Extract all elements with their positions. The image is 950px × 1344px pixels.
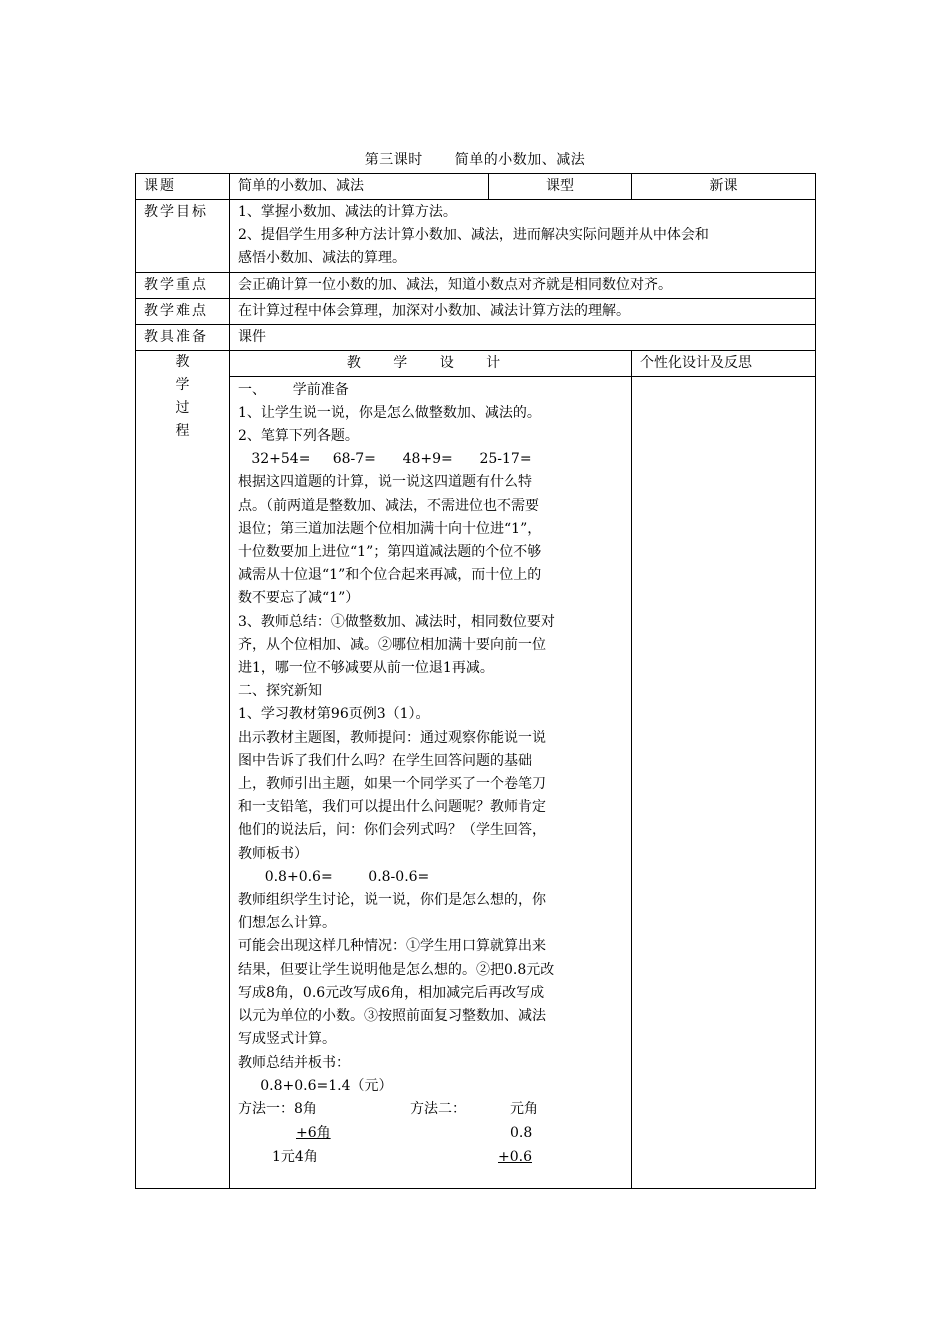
process-line: 减需从十位退“1”和个位合起来再减，而十位上的 xyxy=(238,567,542,584)
process-line: 32+54= 68-7= 48+9= 25-17= xyxy=(238,451,532,468)
method-one-result: 1元4角 xyxy=(272,1148,318,1165)
lesson-type-label: 课型 xyxy=(489,174,632,200)
topic-row xyxy=(136,174,816,200)
lesson-plan-table xyxy=(135,173,816,1189)
process-line: 他们的说法后，问：你们会列式吗？（学生回答， xyxy=(238,822,546,839)
method-one-addend: +6角 xyxy=(296,1124,331,1141)
process-line: 数不要忘了减“1”） xyxy=(238,590,360,607)
process-line: 教师组织学生讨论，说一说，你们是怎么想的，你 xyxy=(238,892,546,909)
tools-value: 课件 xyxy=(230,324,816,350)
process-line: 1、让学生说一说，你是怎么做整数加、减法的。 xyxy=(238,404,541,421)
reflection-content xyxy=(632,376,816,1188)
page-title xyxy=(0,149,950,169)
key-row xyxy=(136,272,816,298)
process-line: 齐，从个位相加、减。②哪位相加满十要向前一位 xyxy=(238,636,546,653)
process-body-row xyxy=(136,376,816,1188)
process-line: 0.8+0.6=1.4（元） xyxy=(238,1077,393,1094)
process-header-row xyxy=(136,350,816,376)
goals-row xyxy=(136,200,816,273)
goal-line: 1、掌握小数加、减法的计算方法。 xyxy=(238,204,457,220)
process-line: 教师总结并板书： xyxy=(238,1054,350,1071)
process-line: 一、 学前准备 xyxy=(238,381,349,398)
process-line: 写成8角，0.6元改写成6角，相加减完后再改写成 xyxy=(238,984,545,1001)
process-line: 1、学习教材第96页例3（1）。 xyxy=(238,706,430,723)
process-line: 3、教师总结：①做整数加、减法时，相同数位要对 xyxy=(238,613,555,630)
process-line: 以元为单位的小数。③按照前面复习整数加、减法 xyxy=(238,1008,546,1025)
lesson-type-value: 新课 xyxy=(632,174,816,200)
process-line: 点。（前两道是整数加、减法，不需进位也不需要 xyxy=(238,497,539,514)
process-line: 可能会出现这样几种情况：①学生用口算就算出来 xyxy=(238,938,546,955)
design-content xyxy=(230,376,632,1188)
process-line: 结果，但要让学生说明他是怎么想的。②把0.8元改 xyxy=(238,961,555,978)
goal-line: 2、提倡学生用多种方法计算小数加、减法，进而解决实际问题并从中体会和 xyxy=(238,227,709,244)
key-value: 会正确计算一位小数的加、减法，知道小数点对齐就是相同数位对齐。 xyxy=(230,272,816,298)
process-line: 和一支铅笔，我们可以提出什么问题呢？教师肯定 xyxy=(238,799,546,816)
process-char: 学 xyxy=(175,376,190,393)
goals-content xyxy=(230,200,816,273)
lesson-title: 简单的小数加、减法 xyxy=(454,152,586,168)
goals-label: 教学目标 xyxy=(136,200,230,273)
topic-value: 简单的小数加、减法 xyxy=(230,174,489,200)
process-line: 出示教材主题图，教师提问：通过观察你能说一说 xyxy=(238,729,546,746)
process-line: 进1，哪一位不够减要从前一位退1再减。 xyxy=(238,660,494,677)
process-line: 0.8+0.6= 0.8-0.6= xyxy=(238,868,430,885)
process-line: 退位；第三道加法题个位相加满十向十位进“1”， xyxy=(238,520,542,537)
process-char: 程 xyxy=(175,422,190,439)
tools-label: 教具准备 xyxy=(136,324,230,350)
topic-label: 课题 xyxy=(136,174,230,200)
difficulty-row xyxy=(136,298,816,324)
design-header: 教 学 设 计 xyxy=(230,350,632,376)
method-two-addend: +0.6 xyxy=(498,1148,532,1165)
method-two-label: 方法二： xyxy=(410,1100,466,1117)
process-line: 2、笔算下列各题。 xyxy=(238,428,359,445)
goal-line: 感悟小数加、减法的算理。 xyxy=(238,250,406,267)
lesson-number: 第三课时 xyxy=(364,152,423,168)
process-char: 教 xyxy=(175,353,190,370)
difficulty-value: 在计算过程中体会算理，加深对小数加、减法计算方法的理解。 xyxy=(230,298,816,324)
process-line: 写成竖式计算。 xyxy=(238,1031,336,1048)
key-label: 教学重点 xyxy=(136,272,230,298)
method-one-label: 方法一：8角 xyxy=(238,1100,317,1117)
process-line: 上，教师引出主题，如果一个同学买了一个卷笔刀 xyxy=(238,776,546,793)
method-two-top: 0.8 xyxy=(510,1124,533,1141)
process-line: 图中告诉了我们什么吗？在学生回答问题的基础 xyxy=(238,752,532,769)
tools-row xyxy=(136,324,816,350)
process-line: 根据这四道题的计算，说一说这四道题有什么特 xyxy=(238,474,532,491)
process-line: 十位数要加上进位“1”；第四道减法题的个位不够 xyxy=(238,544,542,561)
process-line: 们想怎么计算。 xyxy=(238,915,336,932)
reflect-header: 个性化设计及反思 xyxy=(632,350,816,376)
process-side-label xyxy=(136,350,230,1188)
method-two-unit-header: 元角 xyxy=(510,1100,538,1117)
difficulty-label: 教学难点 xyxy=(136,298,230,324)
process-line: 教师板书） xyxy=(238,845,308,862)
process-line: 二、探究新知 xyxy=(238,683,322,700)
vertical-calc-block xyxy=(238,1098,625,1170)
process-char: 过 xyxy=(175,399,190,416)
